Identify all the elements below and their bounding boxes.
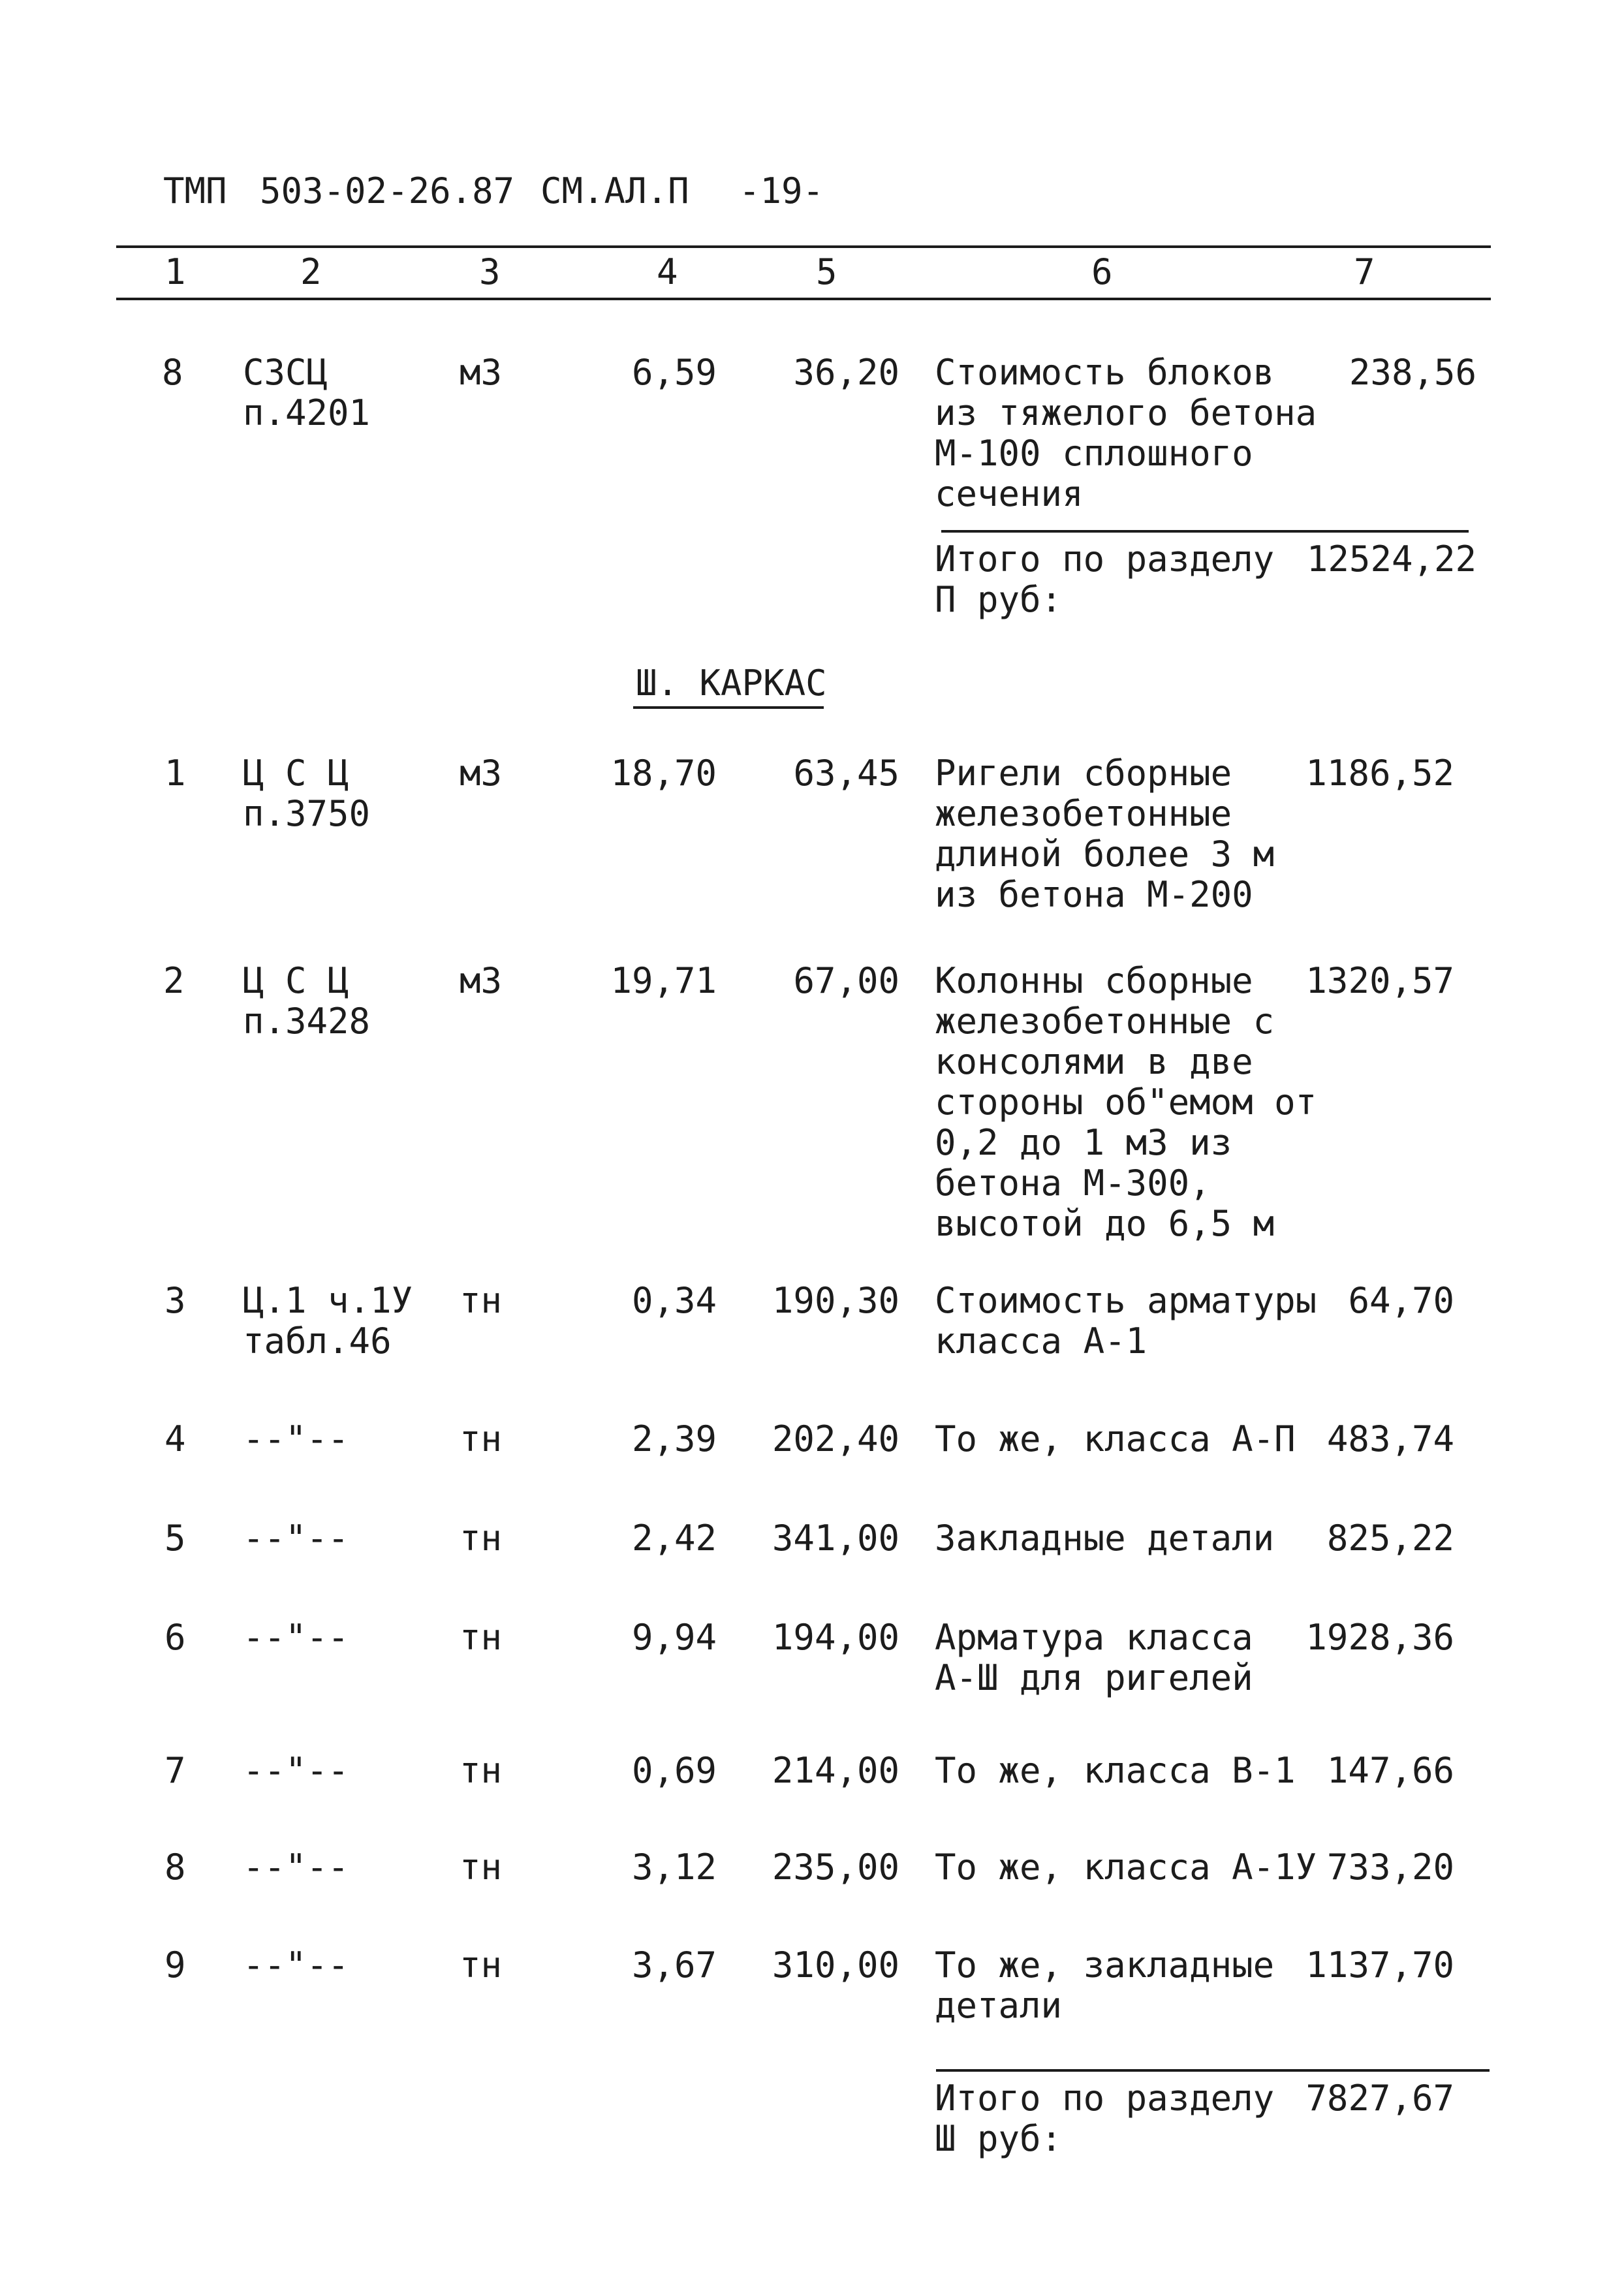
row-unit-price: 36,20: [793, 352, 899, 393]
row-unit-price: 202,40: [772, 1418, 899, 1459]
row-number: 2: [163, 960, 185, 1001]
row-total: 238,56: [1349, 352, 1476, 393]
table-header-rule: [116, 298, 1491, 300]
row-unit-price: 235,00: [772, 1847, 899, 1888]
row-reference: --"--: [243, 1750, 349, 1791]
row-description: Ригели сборные железобетонные длиной более 3 м из бетона М-200: [935, 753, 1275, 915]
row-reference: --"--: [243, 1847, 349, 1888]
row-unit: тн: [460, 1418, 503, 1459]
row-quantity: 18,70: [610, 753, 717, 794]
doc-code: ТМП: [163, 170, 227, 211]
row-quantity: 9,94: [631, 1617, 717, 1658]
project-number: 503-02-26.87: [260, 170, 515, 211]
row-reference: --"--: [243, 1944, 349, 1986]
row-reference: Ц С Ц п.3428: [243, 960, 371, 1042]
col-header-6: 6: [1091, 251, 1113, 292]
row-reference: --"--: [243, 1518, 349, 1559]
row-quantity: 3,67: [631, 1944, 717, 1986]
row-unit: тн: [460, 1518, 503, 1559]
col-header-2: 2: [300, 251, 322, 292]
row-unit: тн: [460, 1280, 503, 1321]
row-total: 1186,52: [1305, 753, 1454, 794]
row-unit-price: 67,00: [793, 960, 899, 1001]
row-quantity: 2,39: [631, 1418, 717, 1459]
row-total: 825,22: [1326, 1518, 1454, 1559]
row-number: 8: [162, 352, 183, 393]
row-total: 64,70: [1348, 1280, 1454, 1321]
table-top-rule: [116, 245, 1491, 248]
col-header-7: 7: [1354, 251, 1375, 292]
row-unit-price: 190,30: [772, 1280, 899, 1321]
row-quantity: 0,69: [631, 1750, 717, 1791]
row-unit: м3: [460, 352, 503, 393]
row-description: Колонны сборные железобетонные с консолями в две стороны об"емом от 0,2 до 1 м3 из бетона М-300, высотой до 6,5 м: [935, 960, 1317, 1244]
row-reference: Ц С Ц п.3750: [243, 753, 371, 834]
col-header-5: 5: [816, 251, 837, 292]
col-header-3: 3: [479, 251, 501, 292]
row-description: Арматура класса А-Ш для ригелей: [935, 1617, 1253, 1698]
row-unit: тн: [460, 1617, 503, 1658]
row-description: То же, класса А-П: [935, 1418, 1296, 1459]
row-number: 8: [164, 1847, 186, 1888]
row-unit-price: 194,00: [772, 1617, 899, 1658]
album-code: СМ.АЛ.П: [540, 170, 689, 211]
subtotal-rule: [936, 2069, 1490, 2072]
row-description: То же, класса В-1: [935, 1750, 1296, 1791]
col-header-4: 4: [657, 251, 678, 292]
row-total: 147,66: [1326, 1750, 1454, 1791]
row-quantity: 0,34: [631, 1280, 717, 1321]
row-unit: м3: [460, 960, 503, 1001]
row-unit: тн: [460, 1847, 503, 1888]
section-title: Ш. КАРКАС: [636, 663, 827, 704]
row-number: 3: [164, 1280, 186, 1321]
row-number: 4: [164, 1418, 186, 1459]
section-total-label: Итого по разделу Ш руб:: [935, 2078, 1275, 2159]
section-title-underline: [633, 706, 824, 709]
row-total: 733,20: [1326, 1847, 1454, 1888]
row-total: 1928,36: [1305, 1617, 1454, 1658]
row-number: 5: [164, 1518, 186, 1559]
row-unit: м3: [460, 753, 503, 794]
row-reference: СЗСЦ п.4201: [243, 352, 371, 433]
row-reference: Ц.1 ч.1У табл.46: [243, 1280, 413, 1362]
section-total-value: 7827,67: [1305, 2078, 1454, 2119]
row-description: Закладные детали: [935, 1518, 1275, 1559]
section-total-label: Итого по разделу П руб:: [935, 538, 1275, 620]
row-quantity: 2,42: [631, 1518, 717, 1559]
row-quantity: 19,71: [610, 960, 717, 1001]
page-number: -19-: [739, 170, 824, 211]
row-quantity: 6,59: [631, 352, 717, 393]
row-total: 1320,57: [1305, 960, 1454, 1001]
row-number: 1: [164, 753, 186, 794]
row-description: Стоимость арматуры класса А-1: [935, 1280, 1317, 1362]
row-total: 1137,70: [1305, 1944, 1454, 1986]
row-unit: тн: [460, 1944, 503, 1986]
row-unit-price: 341,00: [772, 1518, 899, 1559]
row-unit-price: 63,45: [793, 753, 899, 794]
row-quantity: 3,12: [631, 1847, 717, 1888]
row-reference: --"--: [243, 1418, 349, 1459]
row-number: 6: [164, 1617, 186, 1658]
row-number: 9: [164, 1944, 186, 1986]
row-description: Стоимость блоков из тяжелого бетона М-100 сплошного сечения: [935, 352, 1317, 514]
row-description: То же, закладные детали: [935, 1944, 1275, 2026]
row-number: 7: [164, 1750, 186, 1791]
row-description: То же, класса А-1У: [935, 1847, 1317, 1888]
row-unit: тн: [460, 1750, 503, 1791]
row-reference: --"--: [243, 1617, 349, 1658]
row-total: 483,74: [1326, 1418, 1454, 1459]
section-total-value: 12524,22: [1306, 538, 1476, 580]
row-unit-price: 214,00: [772, 1750, 899, 1791]
row-unit-price: 310,00: [772, 1944, 899, 1986]
col-header-1: 1: [164, 251, 186, 292]
subtotal-rule: [941, 530, 1469, 533]
